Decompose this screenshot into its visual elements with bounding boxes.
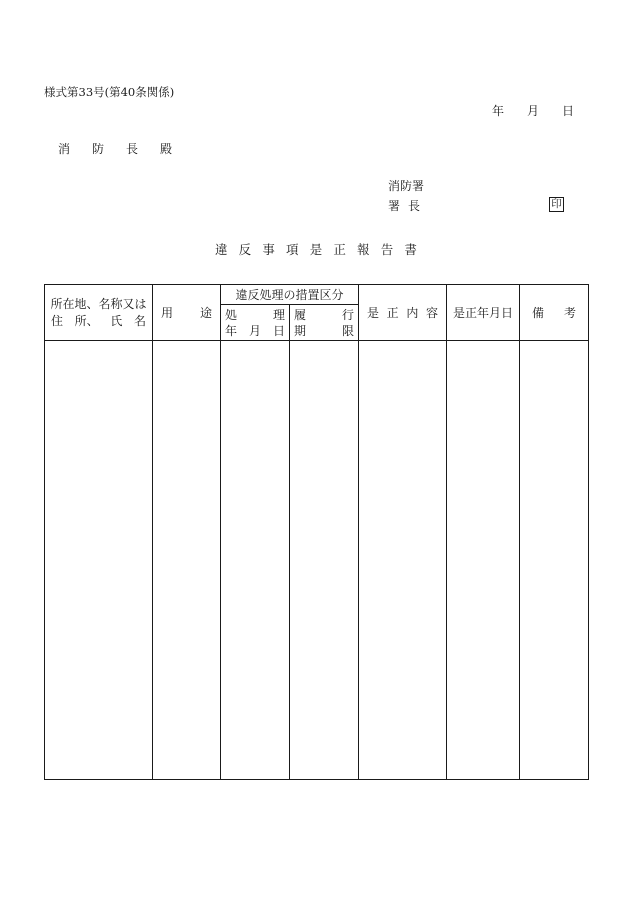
addressee-honorific: 殿 bbox=[159, 142, 172, 156]
body-cell-remarks[interactable] bbox=[520, 341, 589, 780]
body-cell-correction-date[interactable] bbox=[447, 341, 520, 780]
header-char: 期 bbox=[294, 323, 307, 338]
header-char: 途 bbox=[199, 306, 212, 320]
sender-chief-label bbox=[388, 199, 420, 213]
header-location-name bbox=[45, 285, 153, 341]
header-char: 月 bbox=[248, 323, 261, 338]
title-char: 告 bbox=[380, 242, 394, 257]
title-char: 是 bbox=[309, 242, 323, 257]
header-measure-group: 違反処理の措置区分 bbox=[221, 285, 359, 305]
header-char: 考 bbox=[564, 306, 577, 320]
header-char: 日 bbox=[272, 323, 285, 338]
header-correction-date: 是正年月日 bbox=[447, 285, 520, 341]
date-line bbox=[492, 104, 574, 118]
header-deadline bbox=[290, 305, 359, 341]
addressee-char: 消 bbox=[58, 142, 71, 156]
header-char: 正 bbox=[386, 306, 399, 320]
header-char: 名 bbox=[133, 313, 146, 328]
header-char: 内 bbox=[406, 306, 419, 320]
addressee-char: 長 bbox=[125, 142, 138, 156]
header-char: 履 bbox=[294, 307, 307, 322]
header-correction-content bbox=[359, 285, 447, 341]
header-char: 所、 bbox=[74, 313, 99, 328]
header-location-line2 bbox=[45, 313, 152, 330]
addressee bbox=[58, 142, 172, 156]
date-month-label: 月 bbox=[526, 104, 539, 118]
header-usage bbox=[153, 285, 221, 341]
body-cell-location[interactable] bbox=[45, 341, 153, 780]
header-location-line1: 所在地、名称又は bbox=[50, 296, 147, 311]
title-char: 書 bbox=[404, 242, 417, 257]
header-char: 用 bbox=[161, 306, 174, 320]
title-char: 項 bbox=[286, 242, 299, 257]
title-char: 反 bbox=[238, 242, 252, 257]
addressee-char: 防 bbox=[91, 142, 104, 156]
title-char: 正 bbox=[333, 242, 346, 257]
date-year-label: 年 bbox=[492, 104, 505, 118]
title-char: 事 bbox=[262, 242, 275, 257]
form-number: 様式第33号(第40条関係) bbox=[44, 85, 175, 99]
header-char: 氏 bbox=[110, 313, 123, 328]
header-processing-date bbox=[221, 305, 290, 341]
header-char: 住 bbox=[51, 313, 64, 328]
body-cell-correction-content[interactable] bbox=[359, 341, 447, 780]
header-char: 行 bbox=[342, 307, 355, 322]
document-title bbox=[215, 243, 417, 257]
title-char: 報 bbox=[357, 242, 370, 257]
body-cell-usage[interactable] bbox=[153, 341, 221, 780]
seal-mark: 印 bbox=[549, 197, 564, 212]
title-char: 違 bbox=[215, 242, 228, 257]
report-table bbox=[44, 284, 589, 780]
header-char: 年 bbox=[225, 323, 238, 338]
date-day-label: 日 bbox=[561, 104, 574, 118]
header-char: 容 bbox=[425, 306, 438, 320]
body-cell-deadline[interactable] bbox=[290, 341, 359, 780]
sender-station: 消防署 bbox=[388, 179, 425, 193]
header-char: 是 bbox=[367, 306, 380, 320]
header-char: 備 bbox=[532, 306, 545, 320]
body-cell-processing-date[interactable] bbox=[221, 341, 290, 780]
chief-char: 長 bbox=[407, 199, 420, 213]
header-char: 処 bbox=[225, 307, 238, 322]
header-remarks bbox=[520, 285, 589, 341]
header-char: 限 bbox=[342, 323, 355, 338]
chief-char: 署 bbox=[388, 199, 401, 213]
header-char: 理 bbox=[272, 307, 285, 322]
